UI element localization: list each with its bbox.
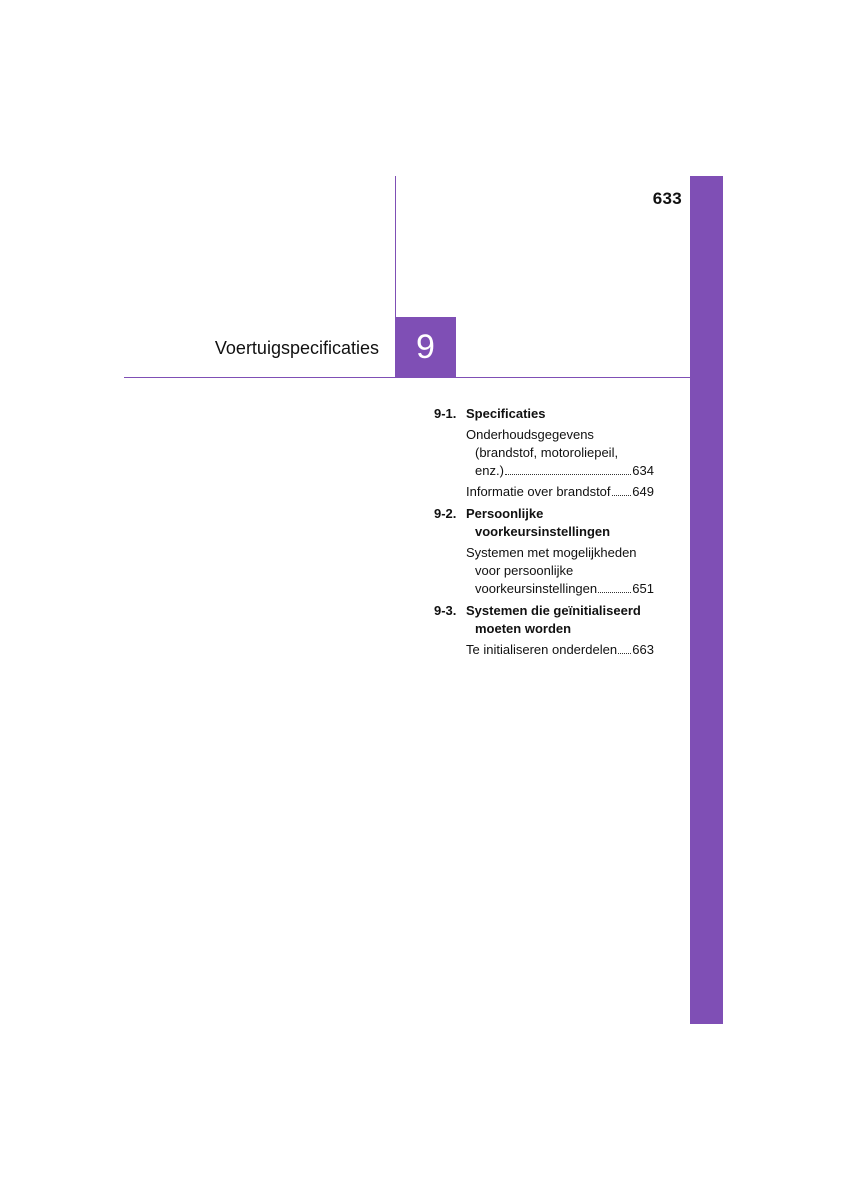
dot-leader (618, 653, 631, 654)
toc-entry-line: Informatie over brandstof (466, 484, 611, 499)
page-number: 633 (652, 189, 682, 208)
toc-section-title-line: voorkeursinstellingen (475, 524, 611, 539)
toc-section-title-line: Specificaties (466, 406, 546, 421)
toc-entry-te-initialiseren[interactable] (466, 641, 654, 659)
chapter-side-tab (690, 176, 723, 1024)
dot-leader (598, 592, 631, 593)
toc-section-title (466, 505, 654, 541)
toc-section-number: 9-1. (434, 406, 457, 421)
toc-section-9-1 (434, 405, 654, 501)
chapter-number: 9 (416, 328, 435, 366)
table-of-contents (434, 405, 654, 663)
toc-section-heading[interactable] (434, 602, 654, 638)
dot-leader (612, 495, 632, 496)
horizontal-rule (124, 377, 690, 378)
toc-entry-line: voorkeursinstellingen (475, 581, 598, 596)
vertical-rule (395, 176, 396, 318)
toc-entry-page: 651 (632, 581, 654, 596)
toc-section-number: 9-2. (434, 506, 457, 521)
toc-section-title (466, 602, 654, 638)
toc-section-9-3 (434, 602, 654, 659)
toc-entry-persoonlijke-voorkeursinstellingen[interactable] (466, 544, 654, 598)
toc-section-number: 9-3. (434, 603, 457, 618)
toc-entry-line: Te initialiseren onderdelen (466, 642, 618, 657)
toc-section-heading[interactable] (434, 405, 654, 423)
toc-entry-page: 663 (632, 642, 654, 657)
dot-leader (505, 474, 631, 475)
toc-entry-brandstof[interactable] (466, 483, 654, 501)
toc-entry-line: voor persoonlijke (475, 563, 574, 578)
toc-entry-line: Onderhoudsgegevens (466, 427, 594, 442)
toc-entry-page: 634 (632, 463, 654, 478)
toc-section-title-line: moeten worden (475, 621, 572, 636)
toc-section-heading[interactable] (434, 505, 654, 541)
toc-entry-line: (brandstof, motoroliepeil, (475, 445, 619, 460)
toc-section-title (466, 405, 654, 423)
toc-section-title-line: Systemen die geïnitialiseerd (466, 603, 641, 618)
toc-entry-line: Systemen met mogelijkheden (466, 545, 637, 560)
toc-entry-page: 649 (632, 484, 654, 499)
toc-section-9-2 (434, 505, 654, 598)
chapter-title: Voertuigspecificaties (214, 338, 379, 358)
toc-entry-onderhoudsgegevens[interactable] (466, 426, 654, 480)
toc-entry-line: enz.) (475, 463, 504, 478)
chapter-number-box (395, 317, 456, 377)
toc-section-title-line: Persoonlijke (466, 506, 544, 521)
